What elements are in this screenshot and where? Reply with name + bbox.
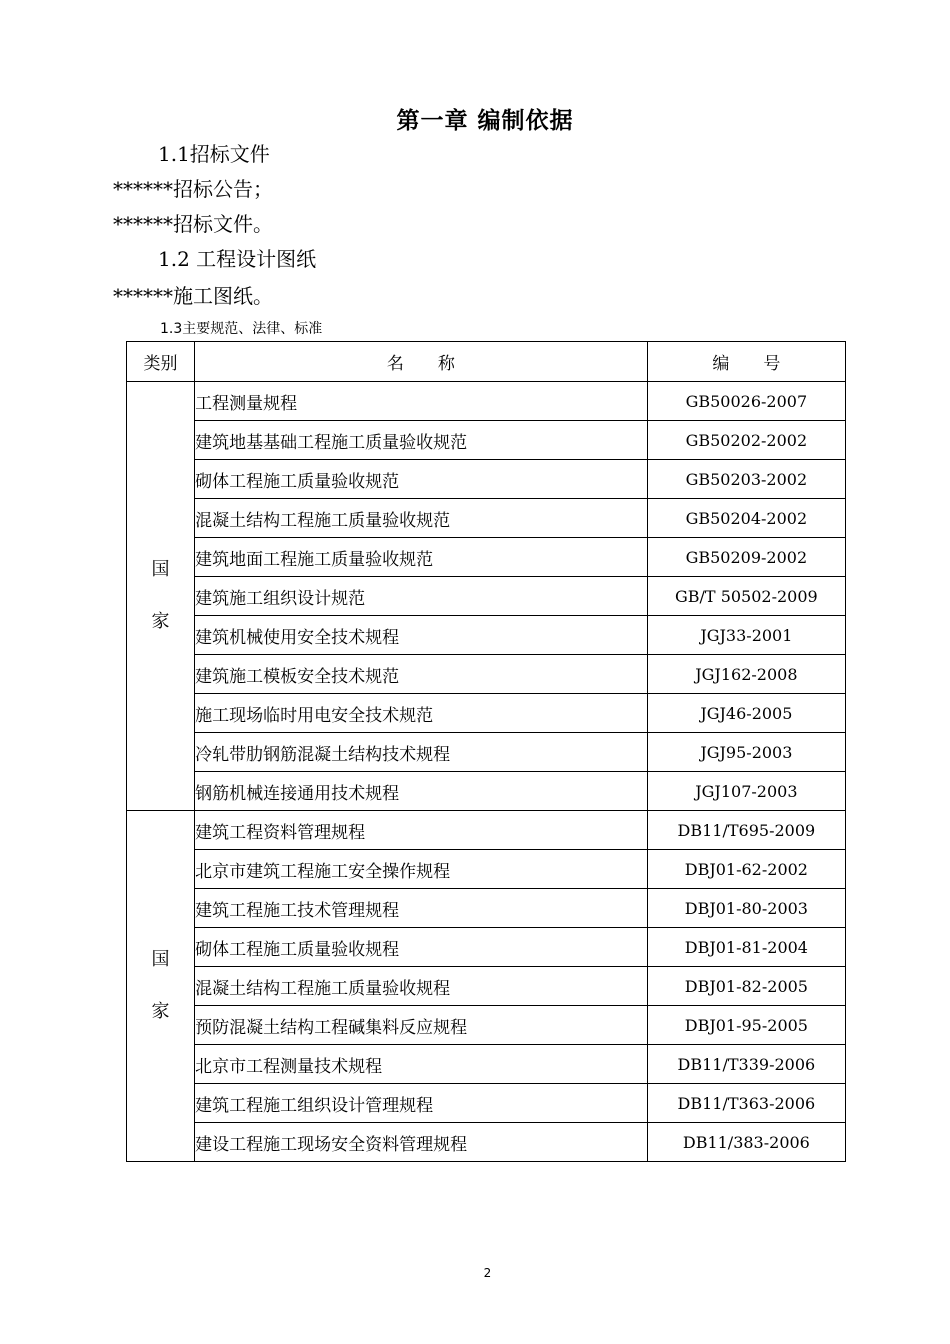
table-row [127,538,846,577]
standard-name: 建筑工程施工组织设计管理规程 [195,1084,648,1123]
category-cell-group-2 [127,811,195,1162]
table-row [127,382,846,421]
standard-code: GB50203-2002 [647,460,845,499]
standard-name: 北京市工程测量技术规程 [195,1045,648,1084]
standard-code: DBJ01-80-2003 [647,889,845,928]
standard-name: 北京市建筑工程施工安全操作规程 [195,850,648,889]
category-label: 国 [151,949,170,970]
section-1-2: 1.2 工程设计图纸 [158,247,317,271]
standard-code: GB50209-2002 [647,538,845,577]
standard-name: 混凝土结构工程施工质量验收规范 [195,499,648,538]
standard-name: 冷轧带肋钢筋混凝土结构技术规程 [195,733,648,772]
standard-name: 混凝土结构工程施工质量验收规程 [195,967,648,1006]
section-1-1: 1.1招标文件 [158,142,270,166]
page-number: 2 [483,1266,492,1280]
item-construction-drawings: ******施工图纸。 [113,284,273,308]
standard-name: 预防混凝土结构工程碱集料反应规程 [195,1006,648,1045]
standard-code: DB11/T363-2006 [647,1084,845,1123]
standard-code: GB50026-2007 [647,382,845,421]
standard-code: DB11/383-2006 [647,1123,845,1162]
category-label: 家 [151,611,170,632]
chapter-title: 第一章 编制依据 [396,108,574,134]
standard-code: DBJ01-81-2004 [647,928,845,967]
standard-code: DBJ01-82-2005 [647,967,845,1006]
standard-code: GB50204-2002 [647,499,845,538]
table-row [127,577,846,616]
standard-code: GB/T 50502-2009 [647,577,845,616]
standard-code: JGJ46-2005 [647,694,845,733]
standards-table [126,341,846,1162]
standard-code: GB50202-2002 [647,421,845,460]
standard-code: DB11/T339-2006 [647,1045,845,1084]
standard-code: DB11/T695-2009 [647,811,845,850]
table-row [127,616,846,655]
table-row [127,811,846,850]
item-tender-document: ******招标文件。 [113,212,273,236]
standard-name: 施工现场临时用电安全技术规范 [195,694,648,733]
standard-name: 建设工程施工现场安全资料管理规程 [195,1123,648,1162]
category-cell-group-1 [127,382,195,811]
category-label: 国 [151,559,170,580]
header-name: 名 称 [195,342,648,382]
header-category: 类别 [127,342,195,382]
standard-code: DBJ01-62-2002 [647,850,845,889]
standard-name: 建筑地基基础工程施工质量验收规范 [195,421,648,460]
standard-code: JGJ162-2008 [647,655,845,694]
table-row [127,967,846,1006]
table-header-row [127,342,846,382]
standard-name: 建筑机械使用安全技术规程 [195,616,648,655]
table-row [127,421,846,460]
standard-name: 建筑施工组织设计规范 [195,577,648,616]
table-row [127,499,846,538]
table-row [127,694,846,733]
table-row [127,889,846,928]
standard-name: 建筑施工模板安全技术规范 [195,655,648,694]
standard-name: 建筑工程施工技术管理规程 [195,889,648,928]
category-label: 家 [151,1001,170,1022]
table-caption: 1.3主要规范、法律、标准 [160,321,323,337]
table-row [127,850,846,889]
table-row [127,655,846,694]
standard-name: 砌体工程施工质量验收规程 [195,928,648,967]
table-row [127,1084,846,1123]
standard-name: 砌体工程施工质量验收规范 [195,460,648,499]
table-row [127,733,846,772]
standard-code: JGJ33-2001 [647,616,845,655]
header-code: 编 号 [647,342,845,382]
table-row [127,1123,846,1162]
item-tender-notice: ******招标公告； [113,177,273,201]
table-row [127,928,846,967]
standard-name: 工程测量规程 [195,382,648,421]
standard-code: DBJ01-95-2005 [647,1006,845,1045]
table-row [127,1006,846,1045]
table-row [127,1045,846,1084]
standard-code: JGJ95-2003 [647,733,845,772]
standard-code: JGJ107-2003 [647,772,845,811]
standard-name: 钢筋机械连接通用技术规程 [195,772,648,811]
standard-name: 建筑工程资料管理规程 [195,811,648,850]
table-row [127,772,846,811]
standard-name: 建筑地面工程施工质量验收规范 [195,538,648,577]
table-row [127,460,846,499]
